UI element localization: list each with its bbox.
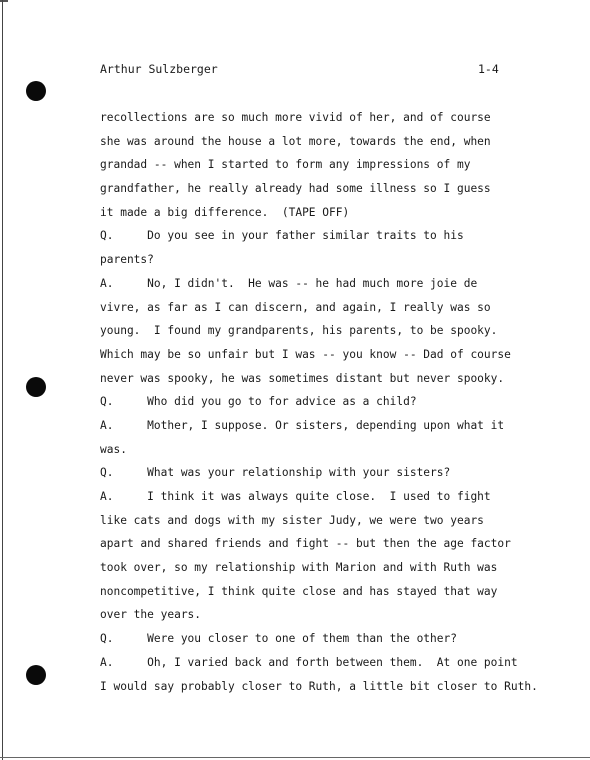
transcript-line: Q. Who did you go to for advice as a child? xyxy=(100,395,417,409)
header-page-number: 1-4 xyxy=(478,62,499,76)
transcript-line: apart and shared friends and fight -- but then the age factor xyxy=(100,537,511,551)
page-left-edge xyxy=(2,0,3,760)
transcript-line: grandad -- when I started to form any impressions of my xyxy=(100,158,471,172)
page-bottom-edge xyxy=(0,757,590,758)
transcript-line: A. No, I didn't. He was -- he had much more joie de xyxy=(100,276,478,290)
transcript-line: noncompetitive, I think quite close and has stayed that way xyxy=(100,584,498,598)
header-interviewee-name: Arthur Sulzberger xyxy=(100,62,218,76)
transcript-line: recollections are so much more vivid of her, and of course xyxy=(100,111,491,124)
transcript-line: it made a big difference. (TAPE OFF) xyxy=(100,205,350,219)
transcript-line: she was around the house a lot more, towards the end, when xyxy=(100,134,491,148)
transcript-line: Q. Were you closer to one of them than the other? xyxy=(100,632,457,646)
transcript-line: took over, so my relationship with Marion and with Ruth was xyxy=(100,561,498,575)
transcript-line: I would say probably closer to Ruth, a little bit closer to Ruth. xyxy=(100,679,538,693)
binder-hole-middle xyxy=(26,377,46,397)
transcript-line: parents? xyxy=(100,253,154,267)
transcript-line: Q. What was your relationship with your sisters? xyxy=(100,466,451,480)
transcript-line: Q. Do you see in your father similar traits to his xyxy=(100,229,464,243)
transcript-line: A. Mother, I suppose. Or sisters, depending upon what it xyxy=(100,418,505,432)
transcript-body xyxy=(100,106,570,698)
transcript-line: like cats and dogs with my sister Judy, we were two years xyxy=(100,513,484,527)
transcript-line: was. xyxy=(100,442,127,456)
transcript-line: never was spooky, he was sometimes distant but never spooky. xyxy=(100,371,505,385)
transcript-line: A. Oh, I varied back and forth between them. At one point xyxy=(100,655,518,669)
transcript-line: over the years. xyxy=(100,608,202,622)
transcript-line: A. I think it was always quite close. I used to fight xyxy=(100,490,491,503)
transcript-line: vivre, as far as I can discern, and again, I really was so xyxy=(100,300,491,314)
transcript-line: young. I found my grandparents, his parents, to be spooky. xyxy=(100,324,498,338)
transcript-line: grandfather, he really already had some illness so I guess xyxy=(100,182,491,196)
binder-hole-top xyxy=(26,81,46,101)
transcript-line: Which may be so unfair but I was -- you know -- Dad of course xyxy=(100,347,511,361)
binder-hole-bottom xyxy=(26,665,46,685)
